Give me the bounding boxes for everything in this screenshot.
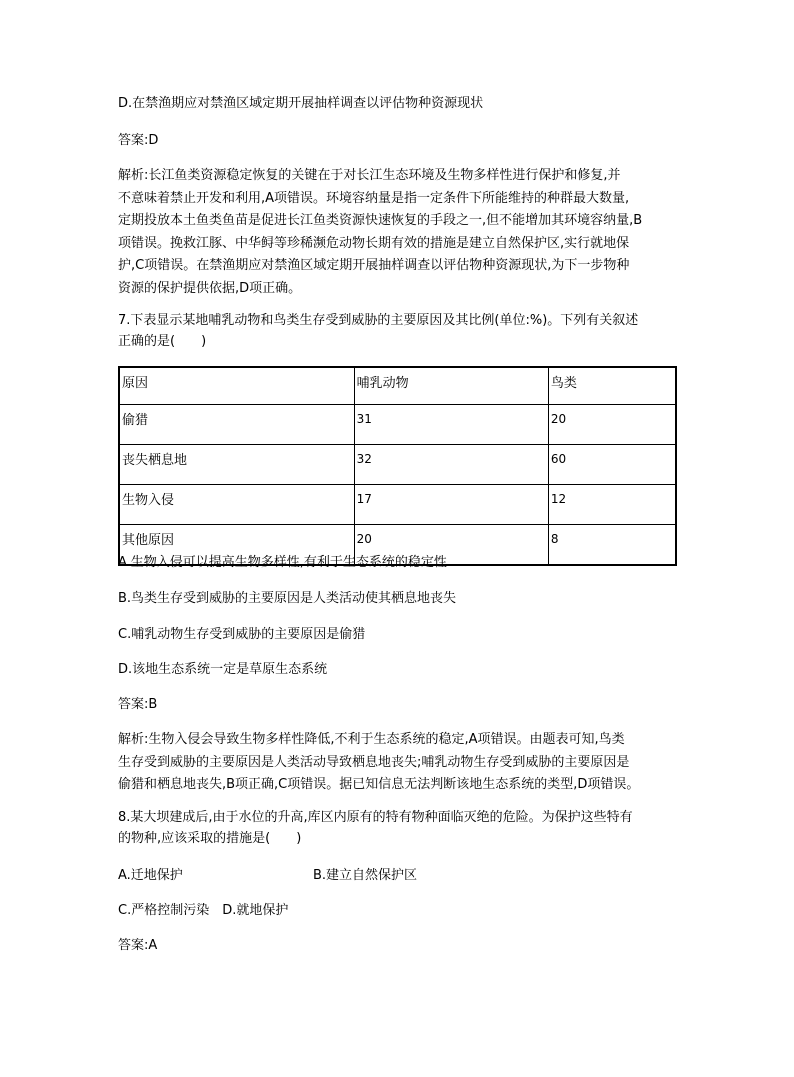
q6-answer xyxy=(118,131,158,151)
analysis-line: 资源的保护提供依据,D项正确。 xyxy=(118,280,302,296)
table-cell: 12 xyxy=(548,485,676,525)
analysis-line: 定期投放本土鱼类鱼苗是促进长江鱼类资源快速恢复的手段之一,但不能增加其环境容纳量,B xyxy=(118,213,643,228)
table-row xyxy=(119,445,676,485)
analysis-line: 生存受到威胁的主要原因是人类活动导致栖息地丧失;哺乳动物生存受到威胁的主要原因是 xyxy=(118,754,630,770)
q7-option-c: C.哺乳动物生存受到威胁的主要原因是偷猎 xyxy=(118,627,366,642)
threat-table xyxy=(118,366,677,566)
q8-option-b: B.建立自然保护区 xyxy=(313,868,418,883)
answer-value: D xyxy=(148,133,159,148)
table-cell: 生物入侵 xyxy=(119,485,354,525)
q8-option-a: A.迁地保护 xyxy=(118,868,183,883)
table-cell: 60 xyxy=(548,445,676,485)
table-cell: 其他原因 xyxy=(119,525,354,566)
table-header-cell: 哺乳动物 xyxy=(354,367,548,405)
q7-option-b: B.鸟类生存受到威胁的主要原因是人类活动使其栖息地丧失 xyxy=(118,591,457,606)
q7-stem: 7.下表显示某地哺乳动物和鸟类生存受到威胁的主要原因及其比例(单位:%)。下列有关叙述 正确的是( ) xyxy=(118,313,639,349)
table-cell: 31 xyxy=(354,405,548,445)
table-header-cell: 鸟类 xyxy=(548,367,676,405)
table-header-row xyxy=(119,367,676,405)
table-header-cell: 原因 xyxy=(119,367,354,405)
analysis-line: 解析:生物入侵会导致生物多样性降低,不利于生态系统的稳定,A项错误。由题表可知,鸟类 xyxy=(118,732,625,747)
table-row xyxy=(119,405,676,445)
answer-label: 答案: xyxy=(118,697,149,712)
table-cell: 20 xyxy=(354,525,548,566)
table-cell: 17 xyxy=(354,485,548,525)
q7-analysis xyxy=(118,729,678,797)
q7-option-d: D.该地生态系统一定是草原生态系统 xyxy=(118,662,328,677)
analysis-line: 护,C项错误。在禁渔期应对禁渔区域定期开展抽样调查以评估物种资源现状,为下一步物种 xyxy=(118,258,630,273)
q8-answer xyxy=(118,936,157,956)
table-cell: 20 xyxy=(548,405,676,445)
analysis-line: 项错误。挽救江豚、中华鲟等珍稀濒危动物长期有效的措施是建立自然保护区,实行就地保 xyxy=(118,235,630,251)
q7-answer xyxy=(118,695,157,715)
analysis-line: 解析:长江鱼类资源稳定恢复的关键在于对长江生态环境及生物多样性进行保护和修复,并 xyxy=(118,168,621,183)
table-row xyxy=(119,485,676,525)
table-cell: 8 xyxy=(548,525,676,566)
q8-option-cd: C.严格控制污染 D.就地保护 xyxy=(118,903,289,918)
analysis-label: 解析: xyxy=(118,168,149,183)
analysis-line: 偷猎和栖息地丧失,B项正确,C项错误。据已知信息无法判断该地生态系统的类型,D项错误。 xyxy=(118,777,640,792)
table-cell: 丧失栖息地 xyxy=(119,445,354,485)
analysis-line: 不意味着禁止开发和利用,A项错误。环境容纳量是指一定条件下所能维持的种群最大数量, xyxy=(118,190,630,206)
q6-option-d: D.在禁渔期应对禁渔区域定期开展抽样调查以评估物种资源现状 xyxy=(118,96,484,111)
answer-label: 答案: xyxy=(118,938,149,953)
table-cell: 32 xyxy=(354,445,548,485)
q6-analysis xyxy=(118,165,678,300)
analysis-label: 解析: xyxy=(118,732,149,747)
answer-value: B xyxy=(148,697,158,712)
table-cell: 偷猎 xyxy=(119,405,354,445)
answer-label: 答案: xyxy=(118,133,149,148)
q7-option-a: A.生物入侵可以提高生物多样性,有利于生态系统的稳定性 xyxy=(118,555,447,570)
answer-value: A xyxy=(148,938,158,953)
q8-stem: 8.某大坝建成后,由于水位的升高,库区内原有的特有物种面临灭绝的危险。为保护这些特有 的物种,应该采取的措施是( ) xyxy=(118,810,633,846)
